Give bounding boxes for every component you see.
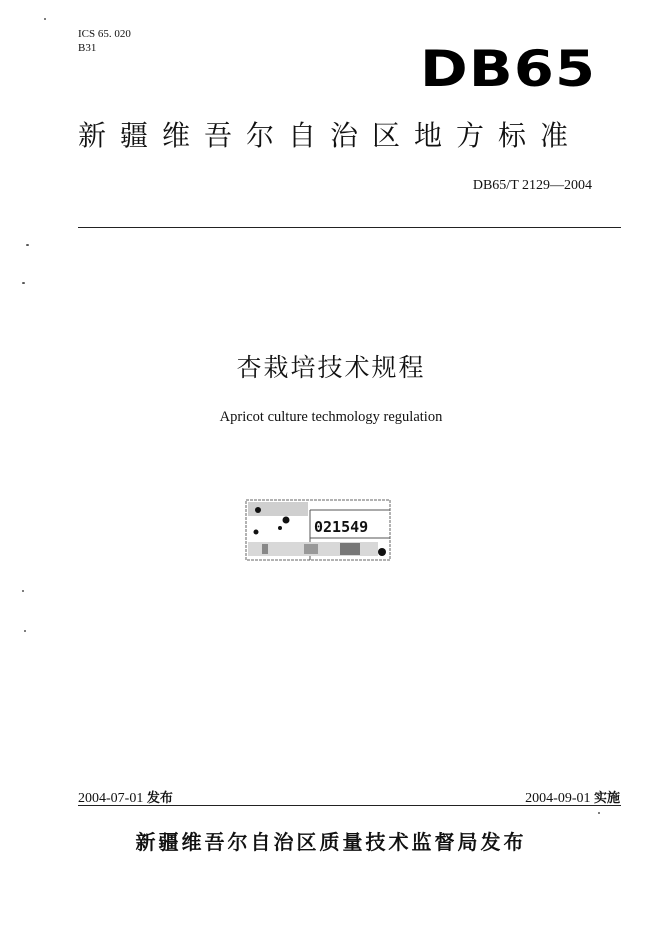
issue-date: 2004-07-01 [78, 791, 144, 806]
ics-code: ICS 65. 020 [78, 28, 131, 40]
scan-speck [26, 244, 29, 246]
scan-speck [44, 18, 46, 20]
scan-speck [598, 812, 600, 814]
bottom-divider [78, 805, 621, 806]
stamp-serial-number: 021549 [314, 518, 369, 536]
standard-type-heading: 新疆维吾尔自治区地方标准 [78, 119, 583, 152]
scan-speck [22, 282, 25, 284]
scan-speck [24, 630, 26, 632]
stamp-graphic [244, 498, 392, 562]
publisher: 新疆维吾尔自治区质量技术监督局发布 [135, 830, 527, 854]
ccs-code: B31 [78, 42, 97, 54]
standard-number: DB65/T 2129—2004 [472, 178, 592, 193]
classification-codes [78, 27, 131, 55]
issue-label: 发布 [146, 791, 173, 806]
implement-label: 实施 [593, 791, 620, 806]
standard-mark: DB65 [420, 40, 597, 98]
top-divider [78, 227, 621, 228]
document-title-english: Apricot culture techmology regulation [219, 409, 443, 425]
issue-date-block [78, 787, 173, 807]
implement-date: 2004-09-01 [525, 791, 591, 806]
implement-date-block [525, 787, 620, 807]
document-title-chinese: 杏栽培技术规程 [236, 353, 426, 382]
library-stamp [244, 498, 392, 562]
scan-speck [22, 590, 24, 592]
